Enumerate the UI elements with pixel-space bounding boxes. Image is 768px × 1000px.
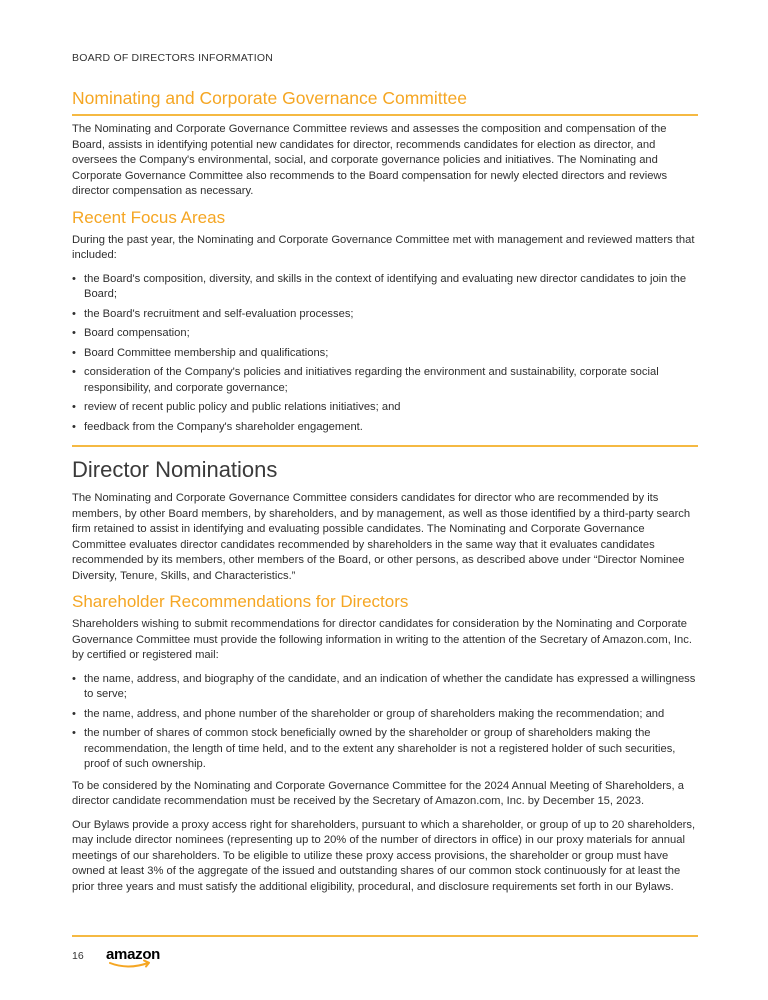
focus-areas-heading: Recent Focus Areas [72,207,226,227]
shareholder-recommendations-heading: Shareholder Recommendations for Directors [72,592,409,611]
list-item: • consideration of the Company's policies and initiatives regarding the environment and sustainability, corporate social responsibility, and corporate governance; [72,365,698,396]
recommendation-deadline-paragraph: To be considered by the Nominating and Corporate Governance Committee for the 2024 Annual Meeting of Shareholders, a director candidate recommendation must be received by the Secretary of Amazon.com, Inc. by December 15, 2023. [72,779,684,807]
amazon-logo [106,945,166,971]
section-divider [72,445,698,447]
list-item: • feedback from the Company's shareholder engagement. [72,420,698,436]
list-item: • review of recent public policy and public relations initiatives; and [72,400,698,416]
main-content [72,88,698,903]
running-head: BOARD OF DIRECTORS INFORMATION [72,52,274,64]
amazon-smile-arrow [110,963,148,967]
nominating-committee-heading: Nominating and Corporate Governance Committee [72,88,698,116]
list-item: • the Board's composition, diversity, and skills in the context of identifying and evaluating new director candidates to join the Board; [72,272,698,303]
page-number: 16 [72,950,84,962]
shareholder-recommendations-intro: Shareholders wishing to submit recommendations for director candidates for consideration by the Nominating and Corporate Governance Committee must provide the following information in writing to the attention of the Secretary of Amazon.com, Inc. by certified or registered mail: [72,618,692,661]
proxy-access-paragraph: Our Bylaws provide a proxy access right for shareholders, pursuant to which a shareholder, or group of up to 20 shareholders, may include director nominees (representing up to 20% of the number of directors in office) in our proxy materials for annual meetings of our shareholders. To be eligible to utilize these proxy access provisions, the shareholder or group must have owned at least 3% of the aggregate of the issued and outstanding shares of our common stock continuously for at least the prior three years and must satisfy the additional eligibility, procedural, and disclosure requirements set forth in our Bylaws. [72,818,696,893]
director-nominations-body: The Nominating and Corporate Governance Committee considers candidates for director who are recommended by its members, by other Board members, by shareholders, and by management, as well as those identified by a third-party search firm retained to assist in identifying and evaluating possible candidates. The Nominating and Corporate Governance Committee evaluates director candidates recommended by shareholders in the same way that it evaluates candidates recommended by its members, other members of the Board, or other persons, as described above under “Director Nominee Diversity, Tenure, Skills, and Characteristics.” [72,492,691,582]
list-item: • the Board's recruitment and self-evaluation processes; [72,307,698,323]
nominating-committee-intro: The Nominating and Corporate Governance Committee reviews and assesses the composition and compensation of the Board, assists in identifying potential new candidates for director, recommends candidates for election as director, and oversees the Company's environmental, social, and corporate governance policies and initiatives. The Nominating and Corporate Governance Committee also recommends to the Board compensation for newly elected directors and reviews director compensation as necessary. [72,123,668,197]
amazon-logo-text: amazon [106,946,161,963]
list-item: • Board compensation; [72,326,698,342]
list-item: • the number of shares of common stock beneficially owned by the shareholder or group of shareholders making the recommendation, the length of time held, and to the extent any shareholder is not a registered holder of such securities, proof of such ownership. [72,726,698,773]
list-item: • the name, address, and biography of the candidate, and an indication of whether the candidate has expressed a willingness to serve; [72,672,698,703]
shareholder-requirements-list [72,672,698,773]
director-nominations-heading: Director Nominations [72,457,278,482]
list-item: • Board Committee membership and qualifications; [72,346,698,362]
focus-areas-intro: During the past year, the Nominating and Corporate Governance Committee met with management and reviewed matters that included: [72,233,695,261]
focus-areas-list [72,272,698,436]
amazon-logo-icon [106,945,166,971]
footer-divider [72,935,698,937]
list-item: • the name, address, and phone number of the shareholder or group of shareholders making the recommendation; and [72,707,698,723]
